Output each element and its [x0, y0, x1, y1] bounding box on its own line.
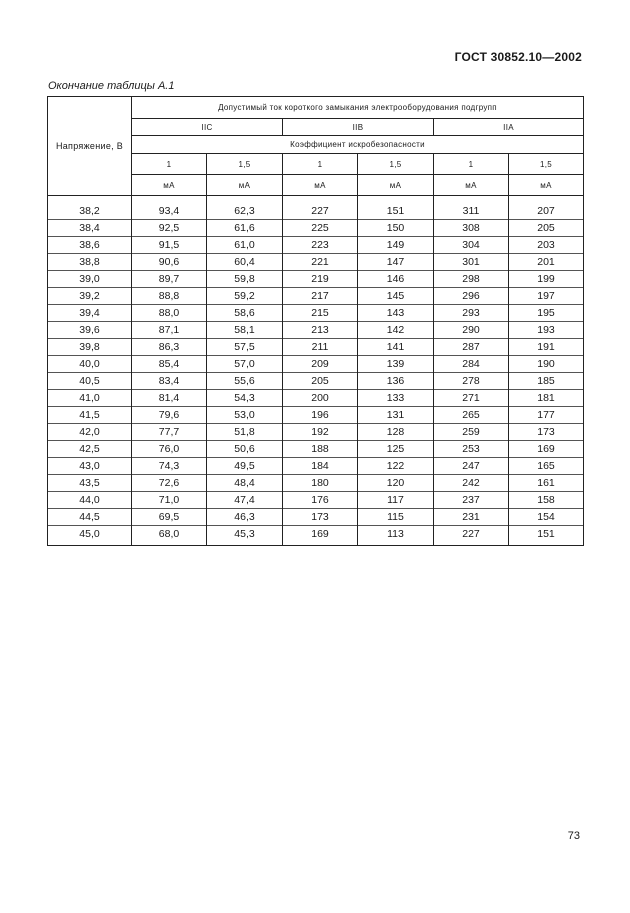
table-row — [48, 424, 584, 441]
current-cell: 58,6 — [207, 305, 283, 322]
current-cell: 158 — [509, 492, 584, 509]
current-cell: 77,7 — [132, 424, 207, 441]
voltage-cell: 39,0 — [48, 271, 132, 288]
table-row — [48, 305, 584, 322]
subgroup-iic-header: IIC — [132, 119, 283, 136]
table-row — [48, 441, 584, 458]
current-cell: 271 — [434, 390, 509, 407]
current-cell: 169 — [509, 441, 584, 458]
current-cell: 169 — [283, 526, 358, 546]
current-cell: 193 — [509, 322, 584, 339]
current-cell: 209 — [283, 356, 358, 373]
voltage-cell: 44,5 — [48, 509, 132, 526]
current-cell: 122 — [358, 458, 434, 475]
table-row — [48, 237, 584, 254]
current-cell: 290 — [434, 322, 509, 339]
current-cell: 139 — [358, 356, 434, 373]
current-cell: 247 — [434, 458, 509, 475]
coefficient-cell: 1,5 — [509, 154, 584, 175]
page-number: 73 — [567, 830, 580, 842]
current-cell: 45,3 — [207, 526, 283, 546]
current-cell: 301 — [434, 254, 509, 271]
current-cell: 219 — [283, 271, 358, 288]
current-cell: 147 — [358, 254, 434, 271]
current-cell: 85,4 — [132, 356, 207, 373]
table-row — [48, 390, 584, 407]
current-cell: 205 — [509, 220, 584, 237]
current-cell: 61,0 — [207, 237, 283, 254]
unit-cell: мА — [283, 175, 358, 196]
current-cell: 49,5 — [207, 458, 283, 475]
table-row — [48, 492, 584, 509]
current-cell: 62,3 — [207, 196, 283, 220]
table-row — [48, 288, 584, 305]
current-cell: 50,6 — [207, 441, 283, 458]
current-cell: 311 — [434, 196, 509, 220]
current-cell: 71,0 — [132, 492, 207, 509]
current-cell: 190 — [509, 356, 584, 373]
current-cell: 181 — [509, 390, 584, 407]
current-cell: 223 — [283, 237, 358, 254]
current-cell: 253 — [434, 441, 509, 458]
table-row — [48, 356, 584, 373]
current-cell: 143 — [358, 305, 434, 322]
current-cell: 88,0 — [132, 305, 207, 322]
current-cell: 199 — [509, 271, 584, 288]
current-cell: 92,5 — [132, 220, 207, 237]
table-row — [48, 526, 584, 546]
unit-cell: мА — [132, 175, 207, 196]
current-cell: 86,3 — [132, 339, 207, 356]
current-cell: 237 — [434, 492, 509, 509]
current-cell: 154 — [509, 509, 584, 526]
current-cell: 87,1 — [132, 322, 207, 339]
current-cell: 117 — [358, 492, 434, 509]
voltage-cell: 39,8 — [48, 339, 132, 356]
current-cell: 91,5 — [132, 237, 207, 254]
table-row — [48, 458, 584, 475]
current-cell: 59,2 — [207, 288, 283, 305]
current-cell: 151 — [509, 526, 584, 546]
current-cell: 213 — [283, 322, 358, 339]
current-cell: 53,0 — [207, 407, 283, 424]
current-cell: 68,0 — [132, 526, 207, 546]
table-row — [48, 407, 584, 424]
table-body — [48, 196, 584, 546]
table-row — [48, 196, 584, 220]
current-cell: 142 — [358, 322, 434, 339]
current-cell: 227 — [283, 196, 358, 220]
current-cell: 133 — [358, 390, 434, 407]
current-cell: 259 — [434, 424, 509, 441]
current-cell: 61,6 — [207, 220, 283, 237]
table-row — [48, 373, 584, 390]
current-cell: 72,6 — [132, 475, 207, 492]
table-row — [48, 271, 584, 288]
current-cell: 51,8 — [207, 424, 283, 441]
voltage-cell: 38,8 — [48, 254, 132, 271]
current-cell: 298 — [434, 271, 509, 288]
current-cell: 54,3 — [207, 390, 283, 407]
table-row — [48, 220, 584, 237]
unit-cell: мА — [434, 175, 509, 196]
current-cell: 203 — [509, 237, 584, 254]
current-cell: 225 — [283, 220, 358, 237]
current-cell: 81,4 — [132, 390, 207, 407]
current-cell: 55,6 — [207, 373, 283, 390]
current-cell: 215 — [283, 305, 358, 322]
group-header: Допустимый ток короткого замыкания электрооборудования подгрупп — [132, 97, 584, 119]
current-cell: 205 — [283, 373, 358, 390]
current-cell: 180 — [283, 475, 358, 492]
unit-cell: мА — [207, 175, 283, 196]
current-cell: 150 — [358, 220, 434, 237]
coefficient-cell: 1 — [132, 154, 207, 175]
current-cell: 211 — [283, 339, 358, 356]
current-cell: 161 — [509, 475, 584, 492]
current-cell: 128 — [358, 424, 434, 441]
voltage-cell: 42,5 — [48, 441, 132, 458]
current-cell: 149 — [358, 237, 434, 254]
current-cell: 93,4 — [132, 196, 207, 220]
current-cell: 304 — [434, 237, 509, 254]
voltage-cell: 42,0 — [48, 424, 132, 441]
current-cell: 57,5 — [207, 339, 283, 356]
voltage-cell: 39,6 — [48, 322, 132, 339]
current-cell: 201 — [509, 254, 584, 271]
coefficient-cell: 1 — [434, 154, 509, 175]
subgroup-iia-header: IIA — [434, 119, 584, 136]
current-cell: 74,3 — [132, 458, 207, 475]
voltage-cell: 43,5 — [48, 475, 132, 492]
current-cell: 195 — [509, 305, 584, 322]
current-cell: 146 — [358, 271, 434, 288]
current-cell: 308 — [434, 220, 509, 237]
current-cell: 217 — [283, 288, 358, 305]
document-standard-header: ГОСТ 30852.10—2002 — [454, 50, 582, 64]
current-cell: 83,4 — [132, 373, 207, 390]
subgroup-iib-header: IIB — [283, 119, 434, 136]
voltage-cell: 41,5 — [48, 407, 132, 424]
voltage-cell: 38,6 — [48, 237, 132, 254]
voltage-cell: 45,0 — [48, 526, 132, 546]
current-cell: 47,4 — [207, 492, 283, 509]
current-cell: 176 — [283, 492, 358, 509]
current-cell: 141 — [358, 339, 434, 356]
voltage-cell: 39,4 — [48, 305, 132, 322]
current-cell: 296 — [434, 288, 509, 305]
current-cell: 58,1 — [207, 322, 283, 339]
current-cell: 196 — [283, 407, 358, 424]
current-cell: 48,4 — [207, 475, 283, 492]
unit-cell: мА — [509, 175, 584, 196]
current-cell: 136 — [358, 373, 434, 390]
current-cell: 145 — [358, 288, 434, 305]
current-cell: 278 — [434, 373, 509, 390]
current-cell: 173 — [283, 509, 358, 526]
coefficient-cell: 1,5 — [358, 154, 434, 175]
table-row — [48, 254, 584, 271]
current-cell: 227 — [434, 526, 509, 546]
current-cell: 192 — [283, 424, 358, 441]
current-cell: 197 — [509, 288, 584, 305]
voltage-cell: 40,0 — [48, 356, 132, 373]
current-cell: 231 — [434, 509, 509, 526]
table-row — [48, 475, 584, 492]
current-cell: 79,6 — [132, 407, 207, 424]
current-cell: 188 — [283, 441, 358, 458]
voltage-cell: 44,0 — [48, 492, 132, 509]
coefficient-cell: 1 — [283, 154, 358, 175]
table-row — [48, 339, 584, 356]
coefficient-cell: 1,5 — [207, 154, 283, 175]
table-row — [48, 322, 584, 339]
current-cell: 287 — [434, 339, 509, 356]
current-cell: 173 — [509, 424, 584, 441]
table-caption: Окончание таблицы А.1 — [48, 80, 175, 92]
coefficient-header: Коэффициент искробезопасности — [132, 136, 584, 154]
voltage-cell: 38,4 — [48, 220, 132, 237]
current-cell: 184 — [283, 458, 358, 475]
current-cell: 59,8 — [207, 271, 283, 288]
voltage-cell: 39,2 — [48, 288, 132, 305]
current-cell: 185 — [509, 373, 584, 390]
voltage-column-header: Напряжение, В — [48, 97, 132, 196]
current-cell: 125 — [358, 441, 434, 458]
current-cell: 46,3 — [207, 509, 283, 526]
current-cell: 221 — [283, 254, 358, 271]
current-cell: 151 — [358, 196, 434, 220]
current-cell: 165 — [509, 458, 584, 475]
voltage-cell: 43,0 — [48, 458, 132, 475]
current-cell: 207 — [509, 196, 584, 220]
unit-cell: мА — [358, 175, 434, 196]
current-cell: 76,0 — [132, 441, 207, 458]
current-cell: 113 — [358, 526, 434, 546]
current-cell: 265 — [434, 407, 509, 424]
current-cell: 284 — [434, 356, 509, 373]
current-cell: 89,7 — [132, 271, 207, 288]
current-cell: 90,6 — [132, 254, 207, 271]
current-cell: 200 — [283, 390, 358, 407]
voltage-cell: 41,0 — [48, 390, 132, 407]
voltage-cell: 40,5 — [48, 373, 132, 390]
current-cell: 88,8 — [132, 288, 207, 305]
table-row — [48, 509, 584, 526]
current-cell: 115 — [358, 509, 434, 526]
current-limits-table — [47, 96, 584, 546]
current-cell: 177 — [509, 407, 584, 424]
voltage-cell: 38,2 — [48, 196, 132, 220]
current-cell: 191 — [509, 339, 584, 356]
current-cell: 60,4 — [207, 254, 283, 271]
current-cell: 242 — [434, 475, 509, 492]
current-cell: 131 — [358, 407, 434, 424]
current-cell: 293 — [434, 305, 509, 322]
current-cell: 57,0 — [207, 356, 283, 373]
current-cell: 120 — [358, 475, 434, 492]
current-cell: 69,5 — [132, 509, 207, 526]
